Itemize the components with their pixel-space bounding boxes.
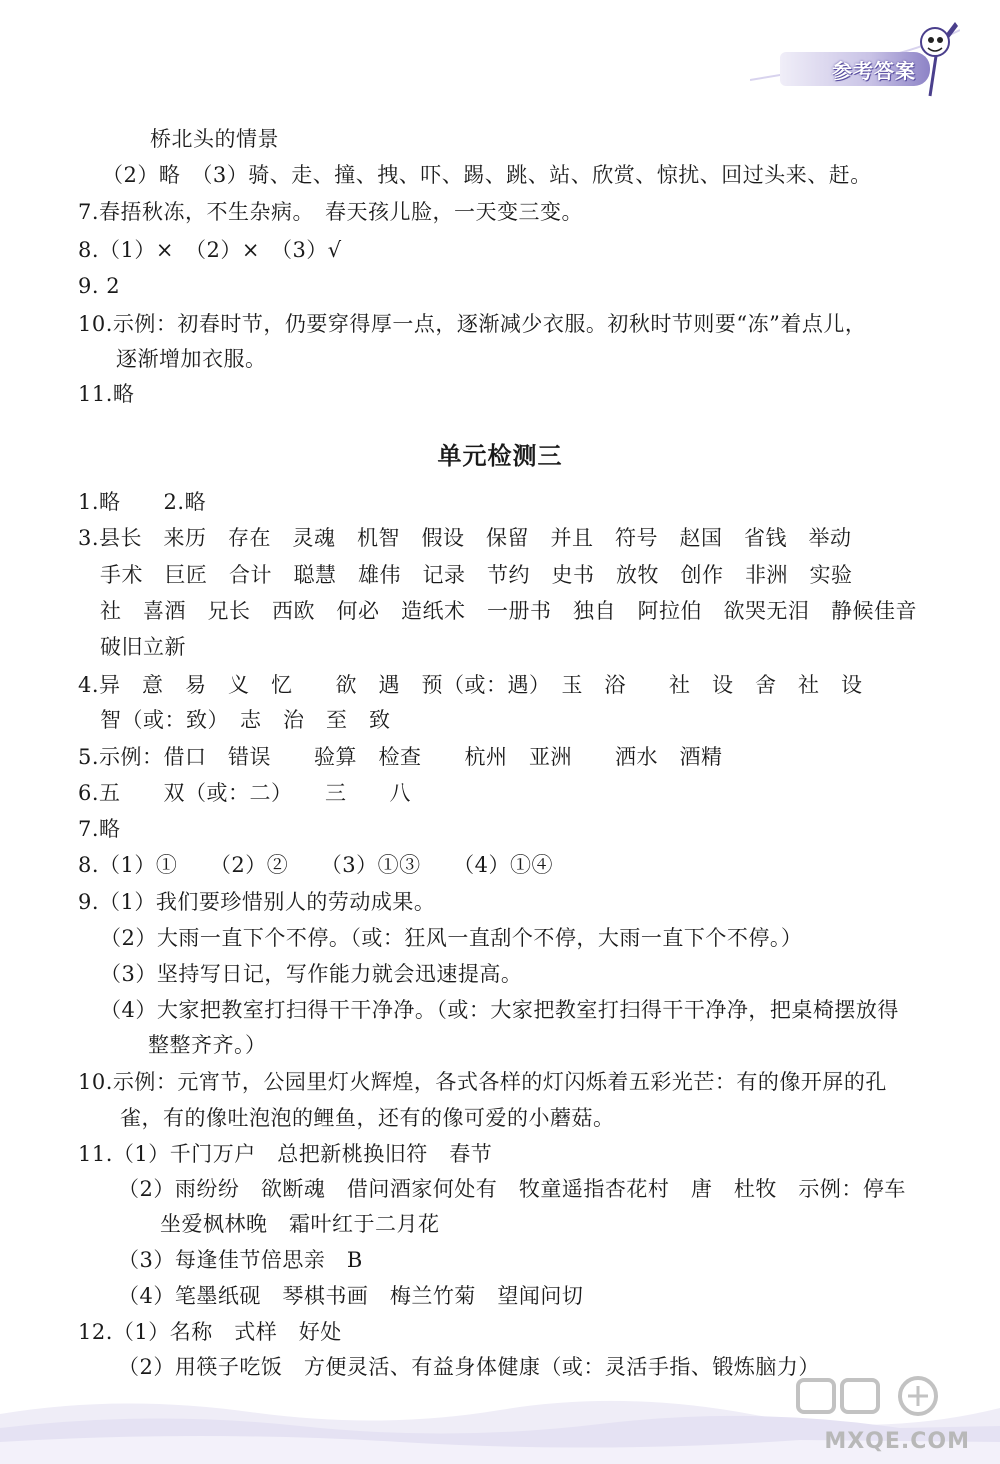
answer-line: 逐渐增加衣服。 xyxy=(116,347,267,371)
answer-line: 8.（1）① （2）② （3）①③ （4）①④ xyxy=(78,853,553,877)
answer-line: 4.异 意 易 义 忆 欲 遇 预（或：遇） 玉 浴 社 设 舍 社 设 xyxy=(78,673,863,697)
answer-line: 社 喜酒 兄长 西欧 何必 造纸术 一册书 独自 阿拉伯 欲哭无泪 静候佳音 xyxy=(100,599,917,623)
answer-line: 10.示例：元宵节，公园里灯火辉煌，各式各样的灯闪烁着五彩光芒：有的像开屏的孔 xyxy=(78,1070,887,1094)
answer-line: 桥北头的情景 xyxy=(150,127,279,151)
answer-line: （4）笔墨纸砚 琴棋书画 梅兰竹菊 望闻问切 xyxy=(118,1284,584,1308)
answer-line: 坐爱枫林晚 霜叶红于二月花 xyxy=(160,1212,440,1236)
watermark-text: MXQE.COM xyxy=(824,1429,970,1454)
answer-line: 1.略 2.略 xyxy=(78,490,207,514)
header-label: 参考答案 xyxy=(832,59,916,83)
answer-line: 整整齐齐。） xyxy=(148,1033,267,1057)
answer-line: 手术 巨匠 合计 聪慧 雄伟 记录 节约 史书 放牧 创作 非洲 实验 xyxy=(100,563,853,587)
section-title: 单元检测三 xyxy=(437,442,563,470)
answer-line: （3）坚持写日记，写作能力就会迅速提高。 xyxy=(100,962,523,986)
answer-line: （2）雨纷纷 欲断魂 借问酒家何处有 牧童遥指杏花村 唐 杜牧 示例：停车 xyxy=(118,1177,906,1201)
answer-line: 10.示例：初春时节，仍要穿得厚一点，逐渐减少衣服。初秋时节则要“冻”着点儿， xyxy=(78,312,867,336)
answer-line: 11.略 xyxy=(78,382,135,406)
answer-line: 11.（1）千门万户 总把新桃换旧符 春节 xyxy=(78,1142,493,1166)
answer-line: 雀，有的像吐泡泡的鲤鱼，还有的像可爱的小蘑菇。 xyxy=(120,1106,615,1130)
answer-line: 12.（1）名称 式样 好处 xyxy=(78,1320,342,1344)
answer-line: 破旧立新 xyxy=(100,635,186,659)
answer-line: 5.示例：借口 错误 验算 检查 杭州 亚洲 洒水 酒精 xyxy=(78,745,723,769)
answer-line: 9.（1）我们要珍惜别人的劳动成果。 xyxy=(78,890,436,914)
answer-line: 7.略 xyxy=(78,817,121,841)
answer-line: 智（或：致） 志 治 至 致 xyxy=(100,708,391,732)
answer-line: （2）用筷子吃饭 方便灵活、有益身体健康（或：灵活手指、锻炼脑力） xyxy=(118,1355,820,1379)
answer-line: （2）大雨一直下个不停。（或：狂风一直刮个不停，大雨一直下个不停。） xyxy=(100,926,803,950)
answer-line: 9. 2 xyxy=(78,274,121,298)
answer-line: 7.春捂秋冻，不生杂病。 春天孩儿脸，一天变三变。 xyxy=(78,200,584,224)
answer-line: （3）每逢佳节倍思亲 B xyxy=(118,1248,363,1272)
answer-line: 3.县长 来历 存在 灵魂 机智 假设 保留 并且 符号 赵国 省钱 举动 xyxy=(78,526,852,550)
answer-line: 8.（1）× （2）× （3）√ xyxy=(78,238,342,262)
answer-line: 6.五 双（或：二） 三 八 xyxy=(78,781,412,805)
answer-line: （2）略 （3）骑、走、撞、拽、吓、踢、跳、站、欣赏、惊扰、回过头来、赶。 xyxy=(102,163,872,187)
answer-line: （4）大家把教室打扫得干干净净。（或：大家把教室打扫得干干净净，把桌椅摆放得 xyxy=(100,998,899,1022)
